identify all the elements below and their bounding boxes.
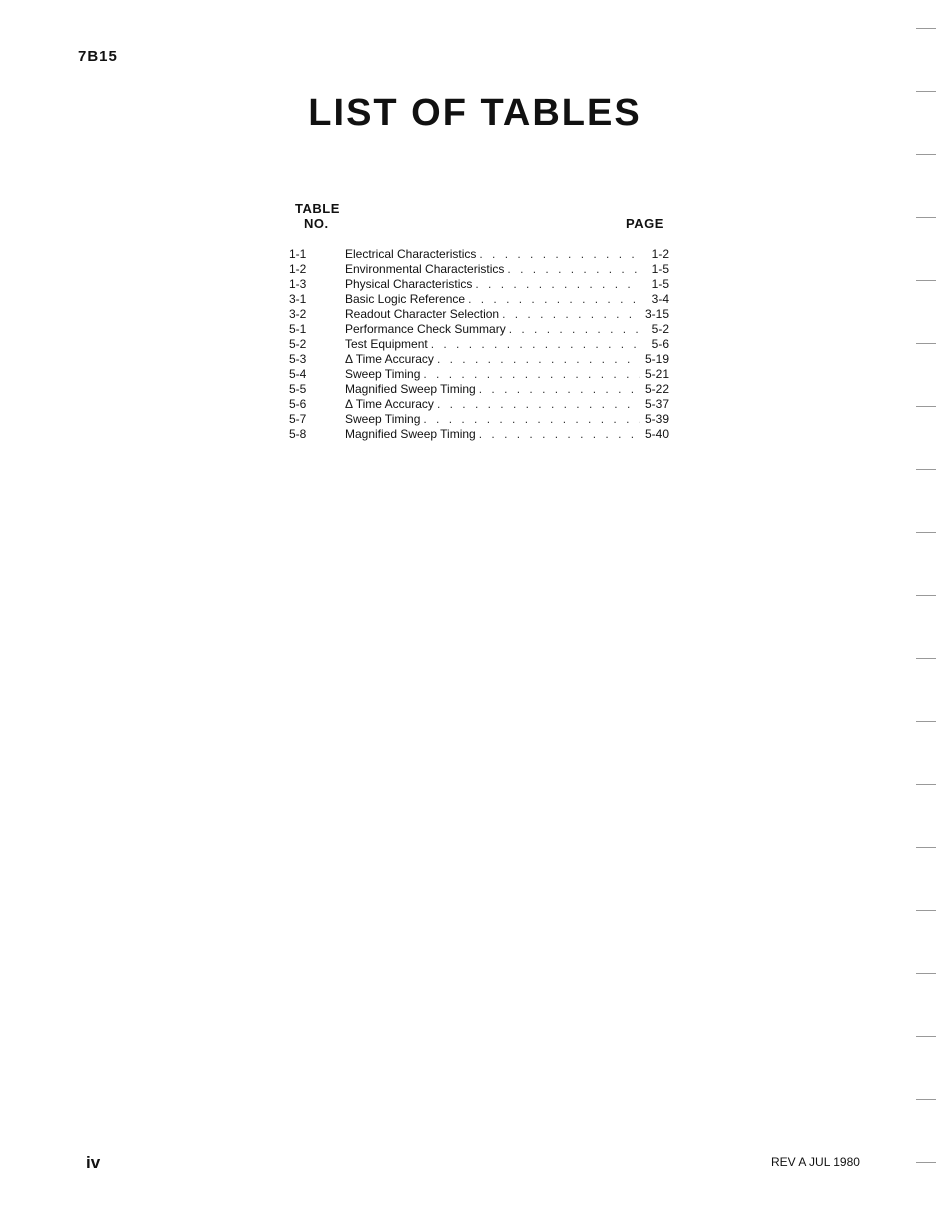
page-number: 5-37: [644, 397, 669, 411]
dot-leader: [479, 382, 640, 397]
table-entry: [289, 307, 669, 322]
table-entry: [289, 412, 669, 427]
dot-leader: [423, 367, 640, 382]
edge-mark: [916, 784, 936, 785]
page-number: 3-4: [651, 292, 669, 306]
edge-mark: [916, 154, 936, 155]
dot-leader: [507, 262, 640, 277]
table-number: 1-2: [289, 262, 307, 276]
dot-leader: [423, 412, 640, 427]
edge-mark: [916, 973, 936, 974]
page-number: 1-2: [651, 247, 669, 261]
table-entry: [289, 382, 669, 397]
table-entry: [289, 352, 669, 367]
table-title: Test Equipment: [345, 337, 428, 351]
edge-mark: [916, 847, 936, 848]
table-number: 1-3: [289, 277, 307, 291]
table-number: 5-8: [289, 427, 307, 441]
table-entry: [289, 277, 669, 292]
table-number: 5-7: [289, 412, 307, 426]
page-number: 1-5: [651, 277, 669, 291]
page-number: 5-2: [651, 322, 669, 336]
table-title: Performance Check Summary: [345, 322, 506, 336]
table-entry: [289, 367, 669, 382]
edge-mark: [916, 217, 936, 218]
page-number: 5-19: [644, 352, 669, 366]
edge-mark: [916, 469, 936, 470]
dot-leader: [437, 397, 640, 412]
column-header-page: PAGE: [626, 216, 664, 231]
table-entry: [289, 262, 669, 277]
edge-mark: [916, 91, 936, 92]
table-title: Basic Logic Reference: [345, 292, 466, 306]
table-entry: [289, 397, 669, 412]
edge-mark: [916, 280, 936, 281]
page-number: 5-21: [644, 367, 669, 381]
table-number: 5-6: [289, 397, 307, 411]
table-number: 3-2: [289, 307, 307, 321]
footer-revision: REV A JUL 1980: [771, 1155, 860, 1169]
dot-leader: [479, 427, 640, 442]
table-title: Δ Time Accuracy: [345, 397, 434, 411]
edge-mark: [916, 1036, 936, 1037]
table-entry: [289, 292, 669, 307]
edge-mark: [916, 28, 936, 29]
table-entry: [289, 427, 669, 442]
dot-leader: [502, 307, 640, 322]
dot-leader: [479, 247, 640, 262]
table-entry: [289, 337, 669, 352]
table-number: 5-1: [289, 322, 307, 336]
edge-mark: [916, 532, 936, 533]
table-number: 5-2: [289, 337, 307, 351]
table-title: Sweep Timing: [345, 412, 421, 426]
dot-leader: [509, 322, 640, 337]
page-number: 5-22: [644, 382, 669, 396]
table-title: Environmental Characteristics: [345, 262, 505, 276]
edge-mark: [916, 1162, 936, 1163]
page-number: 5-6: [651, 337, 669, 351]
table-list: [289, 247, 669, 442]
table-number: 5-5: [289, 382, 307, 396]
table-title: Δ Time Accuracy: [345, 352, 434, 366]
page-number: 5-39: [644, 412, 669, 426]
dot-leader: [431, 337, 640, 352]
edge-mark: [916, 1099, 936, 1100]
table-number: 1-1: [289, 247, 307, 261]
table-title: Magnified Sweep Timing: [345, 382, 476, 396]
edge-mark: [916, 910, 936, 911]
dot-leader: [475, 277, 640, 292]
table-entry: [289, 247, 669, 262]
table-title: Readout Character Selection: [345, 307, 500, 321]
page-number: 5-40: [644, 427, 669, 441]
dot-leader: [468, 292, 640, 307]
table-number: 3-1: [289, 292, 307, 306]
edge-mark: [916, 721, 936, 722]
edge-mark: [916, 343, 936, 344]
document-model-number: 7B15: [78, 48, 118, 65]
table-title: Sweep Timing: [345, 367, 421, 381]
footer-page-number: iv: [86, 1153, 101, 1172]
table-title: Physical Characteristics: [345, 277, 473, 291]
edge-mark: [916, 406, 936, 407]
table-title: Magnified Sweep Timing: [345, 427, 476, 441]
page-title: LIST OF TABLES: [308, 92, 642, 134]
edge-mark: [916, 658, 936, 659]
dot-leader: [437, 352, 640, 367]
table-title: Electrical Characteristics: [345, 247, 477, 261]
edge-mark: [916, 595, 936, 596]
table-number: 5-4: [289, 367, 307, 381]
page-number: 1-5: [651, 262, 669, 276]
column-header-table: TABLE: [295, 201, 340, 216]
table-number: 5-3: [289, 352, 307, 366]
page-number: 3-15: [644, 307, 669, 321]
column-header-number: NO.: [304, 216, 329, 231]
table-entry: [289, 322, 669, 337]
